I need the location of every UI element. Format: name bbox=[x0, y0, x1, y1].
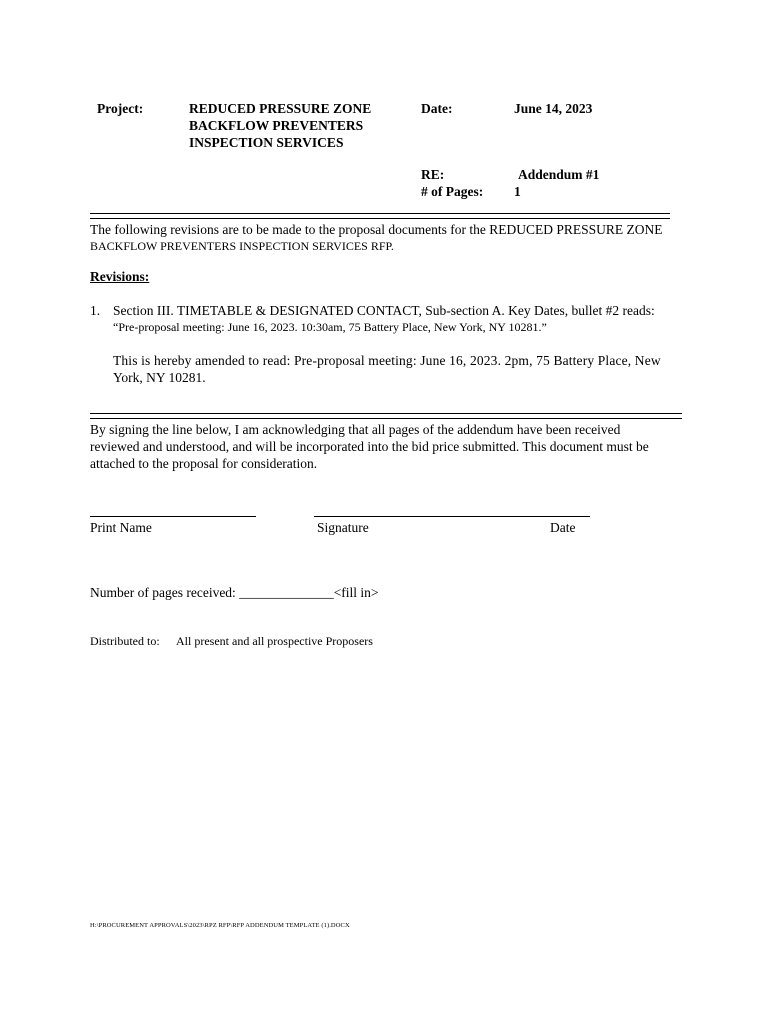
header-rule-top bbox=[90, 213, 670, 214]
header-rule-bottom bbox=[90, 218, 670, 219]
ack-line-2: reviewed and understood, and will be incorporated into the bid price submitted. This document must be bbox=[90, 439, 649, 454]
signature-date-line[interactable] bbox=[314, 516, 590, 517]
project-title-line: BACKFLOW PREVENTERS bbox=[189, 118, 364, 133]
project-label: Project: bbox=[97, 101, 144, 116]
ack-line-1: By signing the line below, I am acknowledging that all pages of the addendum have been received bbox=[90, 422, 621, 437]
pages-received-label: Number of pages received: bbox=[90, 585, 236, 600]
intro-line-2: BACKFLOW PREVENTERS INSPECTION SERVICES RFP. bbox=[90, 239, 394, 253]
pages-label: # of Pages: bbox=[421, 184, 484, 199]
date-label: Date: bbox=[421, 101, 453, 116]
print-name-line[interactable] bbox=[90, 516, 256, 517]
ack-rule-top bbox=[90, 413, 682, 414]
revision-quote: “Pre-proposal meeting: June 16, 2023. 10:30am, 75 Battery Place, New York, NY 10281.” bbox=[113, 320, 547, 334]
footer-file-path: H:\PROCUREMENT APPROVALS\2023\RPZ RFP\RFP ADDENDUM TEMPLATE (1).DOCX bbox=[90, 922, 350, 929]
ack-line-3: attached to the proposal for consideration. bbox=[90, 456, 318, 471]
project-title-line: INSPECTION SERVICES bbox=[189, 135, 344, 150]
distributed-label: Distributed to: bbox=[90, 634, 160, 648]
pages-received-blank[interactable]: ______________ bbox=[239, 585, 334, 600]
project-title bbox=[189, 100, 371, 151]
signature-date-label: Date bbox=[550, 520, 576, 535]
revision-line-1: Section III. TIMETABLE & DESIGNATED CONTACT, Sub-section A. Key Dates, bullet #2 reads: bbox=[113, 303, 655, 318]
print-name-label: Print Name bbox=[90, 520, 152, 535]
re-value: Addendum #1 bbox=[518, 167, 600, 182]
intro-line-1: The following revisions are to be made to the proposal documents for the REDUCED PRESSURE ZONE bbox=[90, 222, 663, 237]
signature-label: Signature bbox=[317, 520, 369, 535]
revision-amend-line-1: This is hereby amended to read: Pre-proposal meeting: June 16, 2023. 2pm, 75 Battery Place, New bbox=[113, 353, 661, 368]
distributed-value: All present and all prospective Proposers bbox=[176, 634, 373, 648]
re-label: RE: bbox=[421, 167, 445, 182]
pages-received-row bbox=[90, 584, 379, 601]
revision-amend-line-2: York, NY 10281. bbox=[113, 370, 206, 385]
pages-value: 1 bbox=[514, 184, 521, 199]
project-title-line: REDUCED PRESSURE ZONE bbox=[189, 101, 372, 116]
pages-received-hint: <fill in> bbox=[333, 585, 379, 600]
ack-rule-bottom bbox=[90, 418, 682, 419]
date-value: June 14, 2023 bbox=[514, 101, 593, 116]
revision-number: 1. bbox=[90, 303, 101, 318]
revisions-heading: Revisions: bbox=[90, 269, 150, 284]
